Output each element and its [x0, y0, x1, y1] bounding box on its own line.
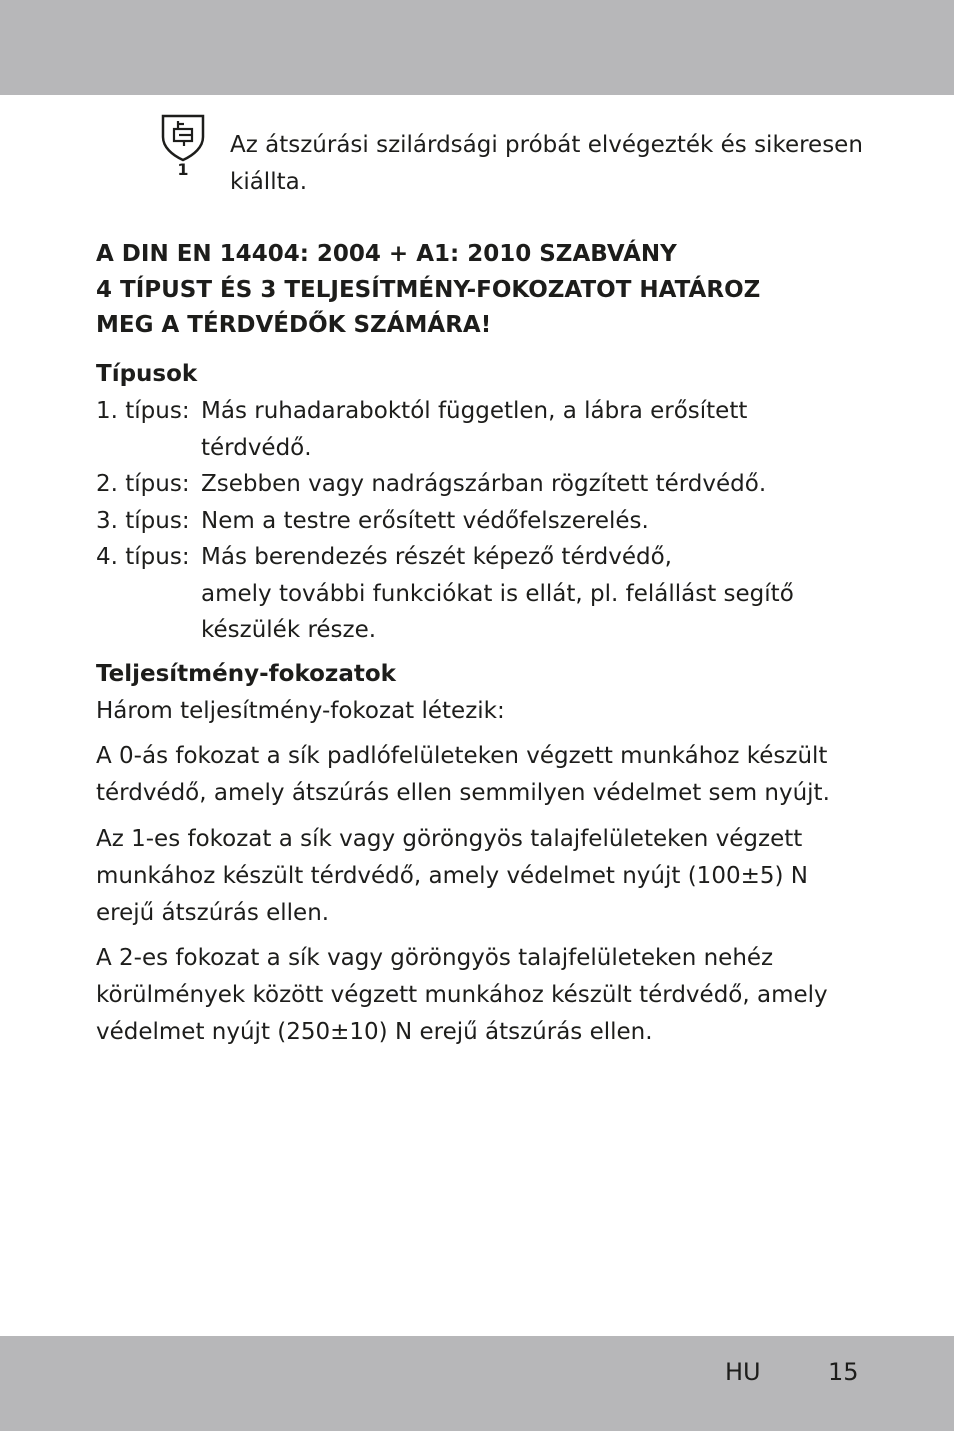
list-item — [96, 393, 876, 466]
type-label: 2. típus: — [96, 471, 190, 497]
footer-band — [0, 1336, 954, 1431]
type-label: 1. típus: — [96, 398, 190, 424]
protection-symbol — [160, 113, 206, 183]
list-item — [96, 539, 876, 649]
level-2-paragraph: A 2-es fokozat a sík vagy göröngyös talajfelületeken nehéz körülmények között végzett munkához készült térdvédő, amely védelmet nyújt (250±10) N erejű átszúrás ellen. — [96, 945, 828, 1045]
levels-intro: Három teljesítmény-fokozat létezik: — [96, 698, 505, 724]
level-1-paragraph: Az 1-es fokozat a sík vagy göröngyös talajfelületeken végzett munkához készült térdvédő, amely védelmet nyújt (100±5) N erejű átszúrás ellen. — [96, 826, 808, 926]
intro-text: Az átszúrási szilárdsági próbát elvégezték és sikeresen kiállta. — [230, 132, 863, 195]
shield-knee-protection-icon — [160, 113, 206, 163]
list-item — [96, 466, 876, 503]
standard-heading: A DIN EN 14404: 2004 + A1: 2010 SZABVÁNY 4 TÍPUST ÉS 3 TELJESÍTMÉNY-FOKOZATOT HATÁROZ MEG A TÉRDVÉDŐK SZÁMÁRA! — [96, 241, 761, 338]
protection-level-number: 1 — [177, 160, 189, 179]
types-title: Típusok — [96, 361, 198, 387]
type-description: Más ruhadaraboktól független, a lábra erősített térdvédő. — [201, 398, 748, 461]
language-code: HU — [725, 1358, 761, 1386]
list-item — [96, 503, 876, 540]
page-number: 15 — [828, 1358, 859, 1386]
type-description: Zsebben vagy nadrágszárban rögzített térdvédő. — [201, 471, 767, 497]
type-label: 4. típus: — [96, 544, 190, 570]
header-band — [0, 0, 954, 95]
type-description: Nem a testre erősített védőfelszerelés. — [201, 507, 649, 534]
types-list — [96, 393, 876, 649]
levels-title: Teljesítmény-fokozatok — [96, 661, 396, 687]
type-label: 3. típus: — [96, 507, 190, 534]
type-description: Más berendezés részét képező térdvédő, amely további funkciókat is ellát, pl. felállást segítő készülék része. — [201, 544, 794, 643]
level-0-paragraph: A 0-ás fokozat a sík padlófelületeken végzett munkához készült térdvédő, amely átszúrás ellen semmilyen védelmet sem nyújt. — [96, 743, 830, 806]
